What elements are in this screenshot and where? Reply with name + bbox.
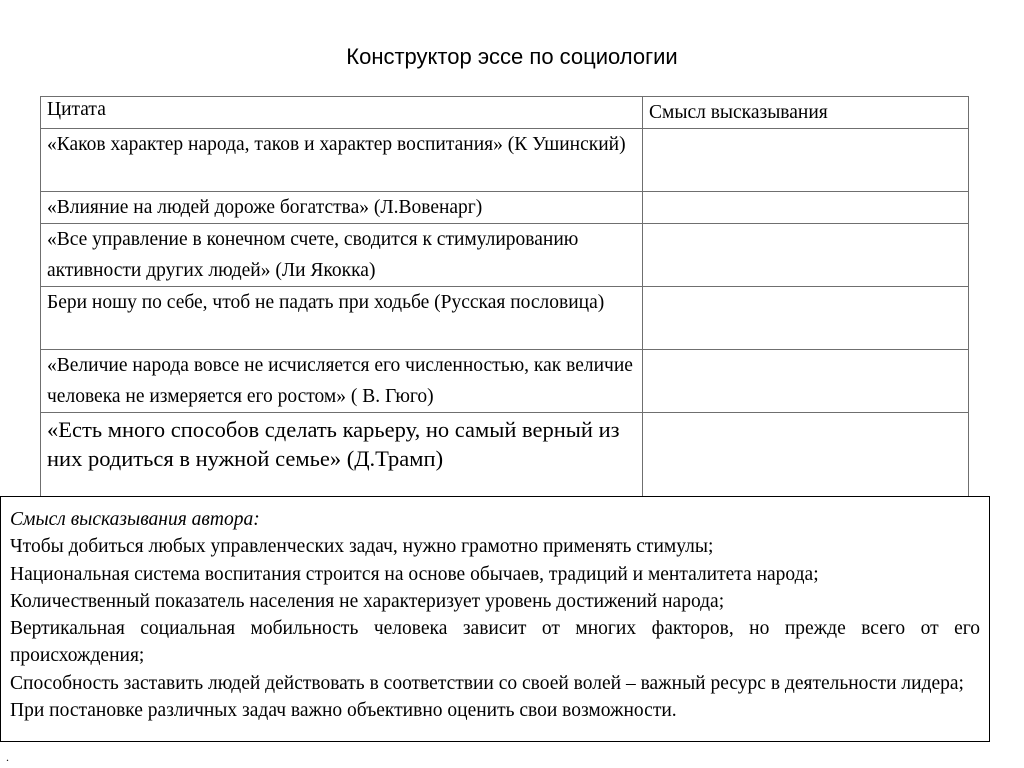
table-row xyxy=(41,224,969,287)
table-row xyxy=(41,413,969,508)
meaning-item: При постановке различных задач важно объективно оценить свои возможности. xyxy=(10,700,677,722)
author-meanings-box xyxy=(0,496,990,742)
meaning-cell[interactable] xyxy=(643,413,969,508)
meaning-item: Количественный показатель населения не характеризует уровень достижений народа; xyxy=(10,590,725,612)
meaning-cell[interactable] xyxy=(643,224,969,287)
meaning-cell[interactable] xyxy=(643,192,969,224)
meaning-cell[interactable] xyxy=(643,129,969,192)
quote-cell: «Величие народа вовсе не исчисляется его численностью, как величие человека не измеряется его ростом» ( В. Гюго) xyxy=(41,350,643,413)
meaning-item: Национальная система воспитания строится на основе обычаев, традиций и менталитета народа; xyxy=(10,563,819,585)
meaning-cell[interactable] xyxy=(643,350,969,413)
table-row xyxy=(41,287,969,350)
header-quote: Цитата xyxy=(41,97,643,129)
table-header-row xyxy=(41,97,969,129)
quotes-table xyxy=(40,96,969,508)
meaning-item: Способность заставить людей действовать в соответствии со своей волей – важный ресурс в деятельности лидера; xyxy=(10,672,964,694)
quote-cell: «Каков характер народа, таков и характер воспитания» (К Ушинский) xyxy=(41,129,643,192)
table-row xyxy=(41,350,969,413)
quote-cell: «Есть много способов сделать карьеру, но самый верный из них родиться в нужной семье» (Д.Трамп) xyxy=(41,413,643,508)
page-title: Конструктор эссе по социологии xyxy=(346,44,678,69)
footer-mark: . xyxy=(6,750,9,764)
meaning-item: Вертикальная социальная мобильность человека зависит от многих факторов, но прежде всего от его происхождения; xyxy=(10,618,980,667)
meaning-cell[interactable] xyxy=(643,287,969,350)
meanings-heading: Смысл высказывания автора: xyxy=(10,509,260,530)
meaning-item: Чтобы добиться любых управленческих задач, нужно грамотно применять стимулы; xyxy=(10,536,714,558)
quote-cell: «Все управление в конечном счете, сводится к стимулированию активности других людей» (Ли Якокка) xyxy=(41,224,643,287)
header-meaning: Смысл высказывания xyxy=(643,97,969,129)
table-row xyxy=(41,129,969,192)
quote-cell: «Влияние на людей дороже богатства» (Л.Вовенарг) xyxy=(41,192,643,224)
table-row xyxy=(41,192,969,224)
quote-cell: Бери ношу по себе, чтоб не падать при ходьбе (Русская пословица) xyxy=(41,287,643,350)
